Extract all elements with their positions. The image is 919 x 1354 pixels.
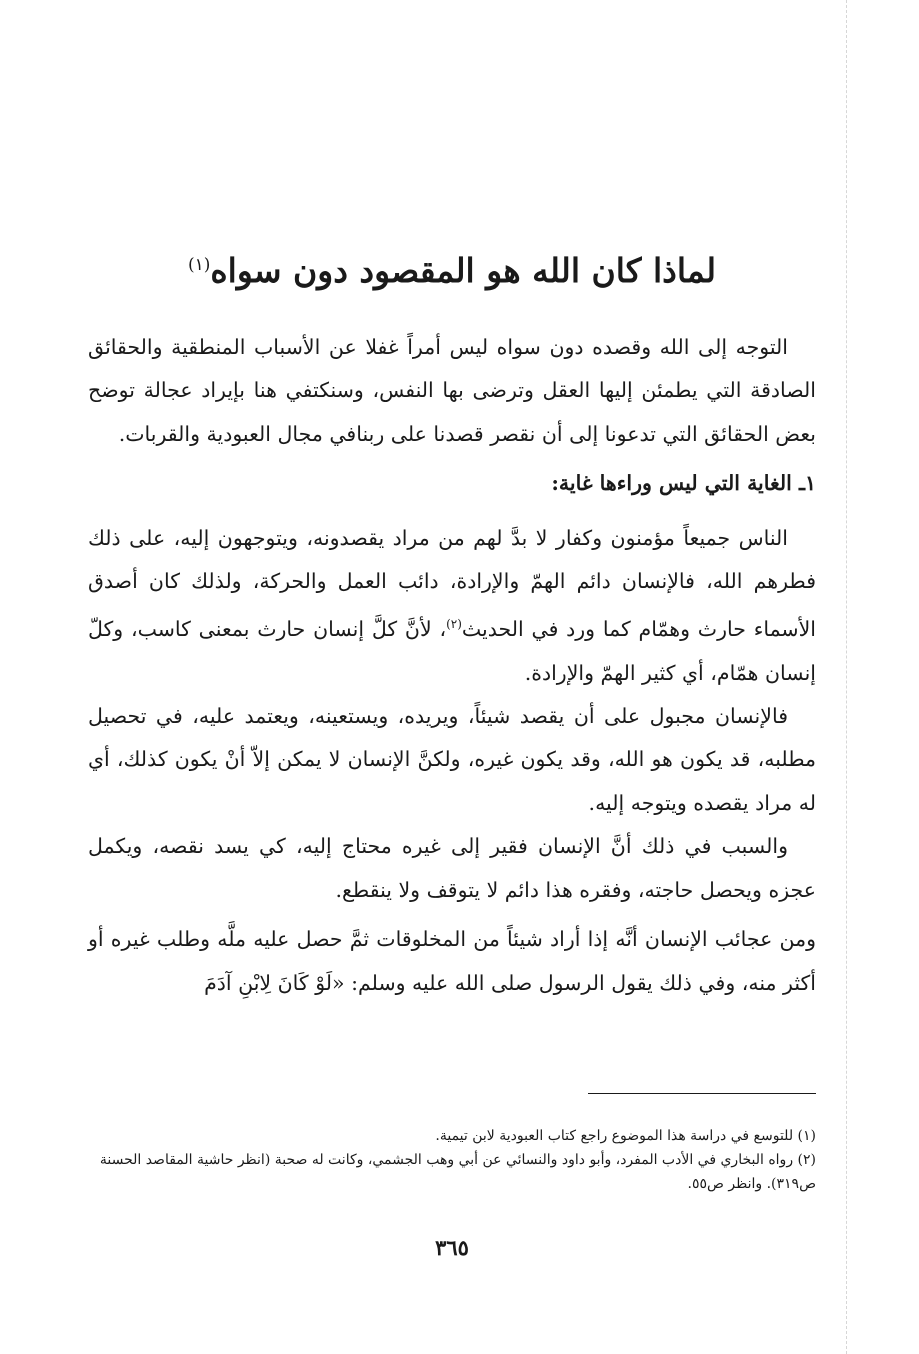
paragraph-human-intent-part2: ، لأنَّ كلَّ إنسان حارث بمعنى كاسب، وكلّ إنسان همّام، أي كثير الهمّ والإرادة. xyxy=(88,617,816,685)
section-heading: ١ـ الغاية التي ليس وراءها غاية: xyxy=(551,471,816,496)
paragraph-human-intent-part1: الناس جميعاً مؤمنون وكفار لا بدَّ لهم من مراد يقصدونه، ويتوجهون إليه، على ذلك فطرهم الله، فالإنسان دائم الهمّ والإرادة، دائب العمل والحركة، ولذلك كان أصدق الأسماء حارث وهمّام كما ورد في الحديث xyxy=(88,525,816,642)
page-number: ٣٦٥ xyxy=(435,1235,469,1260)
paragraph-human-intent xyxy=(88,517,816,695)
paragraph-intro: التوجه إلى الله وقصده دون سواه ليس أمراً غفلا عن الأسباب المنطقية والحقائق الصادقة التي يطمئن إليها العقل وترضى بها النفس، وسنكتفي هنا بإيراد عجالة توضح بعض الحقائق التي تدعونا إلى أن نقصر قصدنا على ربنافي مجال العبودية والقربات. xyxy=(88,335,816,446)
book-page xyxy=(88,0,816,1354)
footnote-ref-2: (٢) xyxy=(446,617,462,632)
chapter-title xyxy=(88,250,816,293)
footnote-1: (١) للتوسع في دراسة هذا الموضوع راجع كتاب العبودية لابن تيمية. xyxy=(435,1128,816,1144)
body-text xyxy=(88,326,816,1005)
footnotes xyxy=(88,1124,816,1196)
footnote-separator xyxy=(588,1093,816,1094)
paragraph-innate-seeking: فالإنسان مجبول على أن يقصد شيئاً، ويريده، ويستعينه، ويعتمد عليه، في تحصيل مطلبه، قد يكون هو الله، وقد يكون غيره، ولكنَّ الإنسان لا يمكن إلاّ أنْ يكون كذلك، أي له مراد يقصده ويتوجه إليه. xyxy=(88,704,816,815)
chapter-title-text: لماذا كان الله هو المقصود دون سواه xyxy=(210,251,717,291)
footnote-2: (٢) رواه البخاري في الأدب المفرد، وأبو داود والنسائي عن أبي وهب الجشمي، وكانت له صحبة (انظر حاشية المقاصد الحسنة ص٣١٩). وانظر ص٥٥. xyxy=(99,1152,816,1192)
footnote-ref-1: (١) xyxy=(187,255,211,276)
paragraph-poverty-reason: والسبب في ذلك أنَّ الإنسان فقير إلى غيره محتاج إليه، كي يسد نقصه، ويكمل عجزه ويحصل حاجته، وفقره هذا دائم لا يتوقف ولا ينقطع. xyxy=(88,834,816,902)
page-margin-guide xyxy=(846,0,847,1354)
paragraph-human-wonders: ومن عجائب الإنسان أنَّه إذا أراد شيئاً من المخلوقات ثمَّ حصل عليه ملَّه وطلب غيره أو أكثر منه، وفي ذلك يقول الرسول صلى الله عليه وسلم: «لَوْ كَانَ لِابْنِ آدَمَ xyxy=(88,927,816,995)
